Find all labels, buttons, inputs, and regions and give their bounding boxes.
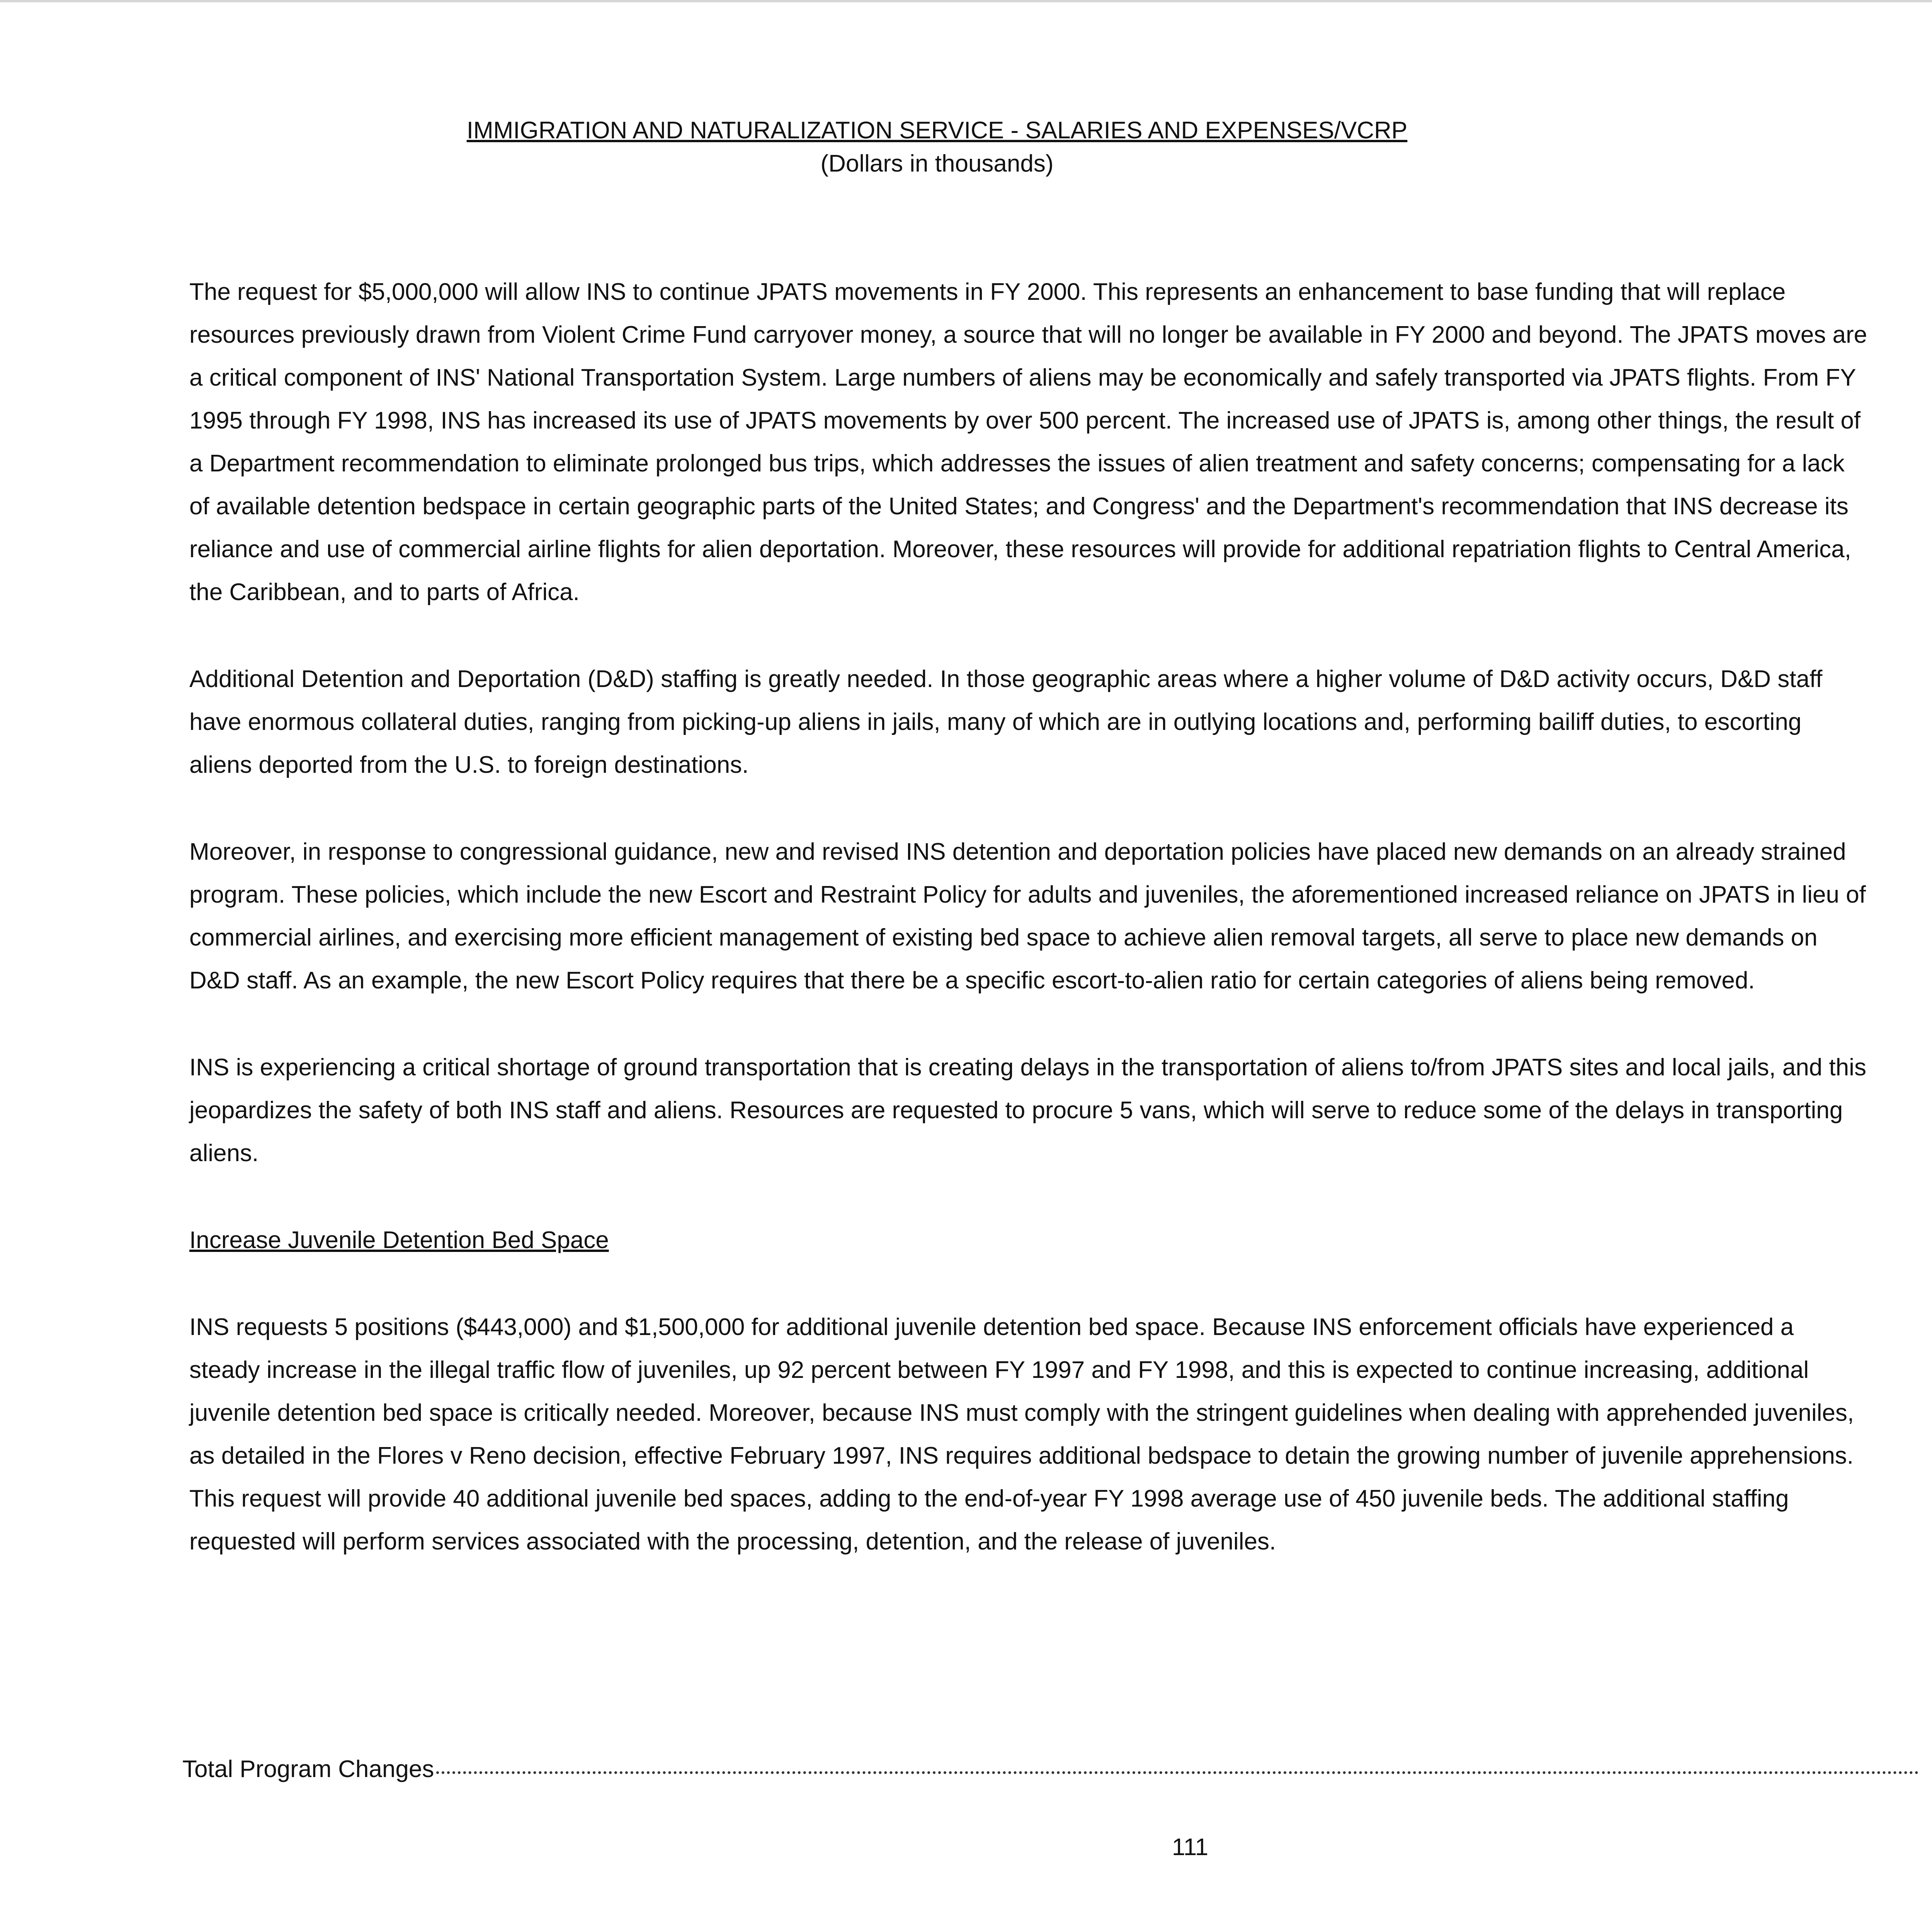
dot-leader: [436, 1771, 1919, 1774]
totals-pos-value: [1907, 1763, 1932, 1794]
paragraph-dd-staffing: Additional Detention and Deportation (D&D) staffing is greatly needed. In those geographic areas where a higher volume of D&D activity occurs, D&D staff have enormous collateral duties, ranging from picking-up aliens in jails, many of which are in outlying locations and, performing bailiff duties, to escorting aliens deported from the U.S. to foreign destinations.: [189, 666, 1823, 778]
section-subheading: Increase Juvenile Detention Bed Space: [189, 1227, 609, 1253]
page-number: 111: [1172, 1834, 1209, 1861]
paragraph-jpats: The request for $5,000,000 will allow INS to continue JPATS movements in FY 2000. This represents an enhancement to base funding that will replace resources previously drawn from Violent Crime Fund carryover money, a source that will no longer be available in FY 2000 and beyond. The JPATS moves are a critical component of INS' National Transportation System. Large numbers of aliens may be economically and safely transported via JPATS flights. From FY 1995 through FY 1998, INS has increased its use of JPATS movements by over 500 percent. The increased use of JPATS is, among other things, the result of a Department recommendation to eliminate prolonged bus trips, which addresses the issues of alien treatment and safety concerns; compensating for a lack of available detention bedspace in certain geographic parts of the United States; and Congress' and the Department's recommendation that INS decrease its reliance and use of commercial airline flights for alien deportation. Moreover, these resources will provide for additional repatriation flights to Central America, the Caribbean, and to parts of Africa.: [189, 279, 1867, 605]
page-top-rule: [0, 0, 1932, 2]
totals-label: Total Program Changes: [182, 1756, 434, 1782]
body-text: [189, 270, 1870, 1607]
paragraph-juvenile-bed-space: INS requests 5 positions ($443,000) and $1,500,000 for additional juvenile detention bed space. Because INS enforcement officials have experienced a steady increase in the illegal traffic flow of juveniles, up 92 percent between FY 1997 and FY 1998, and this is expected to continue increasing, additional juvenile detention bed space is critically needed. Moreover, because INS must comply with the stringent guidelines when dealing with apprehended juveniles, as detailed in the Flores v Reno decision, effective February 1997, INS requires additional bedspace to detain the growing number of juvenile apprehensions. This request will provide 40 additional juvenile bed spaces, adding to the end-of-year FY 1998 average use of 450 juvenile beds. The additional staffing requested will perform services associated with the processing, detention, and the release of juveniles.: [189, 1314, 1854, 1555]
document-header: [464, 114, 1410, 180]
paragraph-congressional-guidance: Moreover, in response to congressional guidance, new and revised INS detention and deportation policies have placed new demands on an already strained program. These policies, which include the new Escort and Restraint Policy for adults and juveniles, the aforementioned increased reliance on JPATS in lieu of commercial airlines, and exercising more efficient management of existing bed space to achieve alien removal targets, all serve to place new demands on D&D staff. As an example, the new Escort Policy requires that there be a specific escort-to-alien ratio for certain categories of aliens being removed.: [189, 838, 1866, 994]
paragraph-ground-transportation: INS is experiencing a critical shortage of ground transportation that is creating delays in the transportation of aliens to/from JPATS sites and local jails, and this jeopardizes the safety of both INS staff and aliens. Resources are requested to procure 5 vans, which will serve to reduce some of the delays in transporting aliens.: [189, 1054, 1866, 1167]
document-subtitle: (Dollars in thousands): [820, 150, 1054, 177]
totals-row: [182, 1755, 1921, 1786]
document-title: IMMIGRATION AND NATURALIZATION SERVICE - SALARIES AND EXPENSES/VCRP: [466, 117, 1408, 144]
